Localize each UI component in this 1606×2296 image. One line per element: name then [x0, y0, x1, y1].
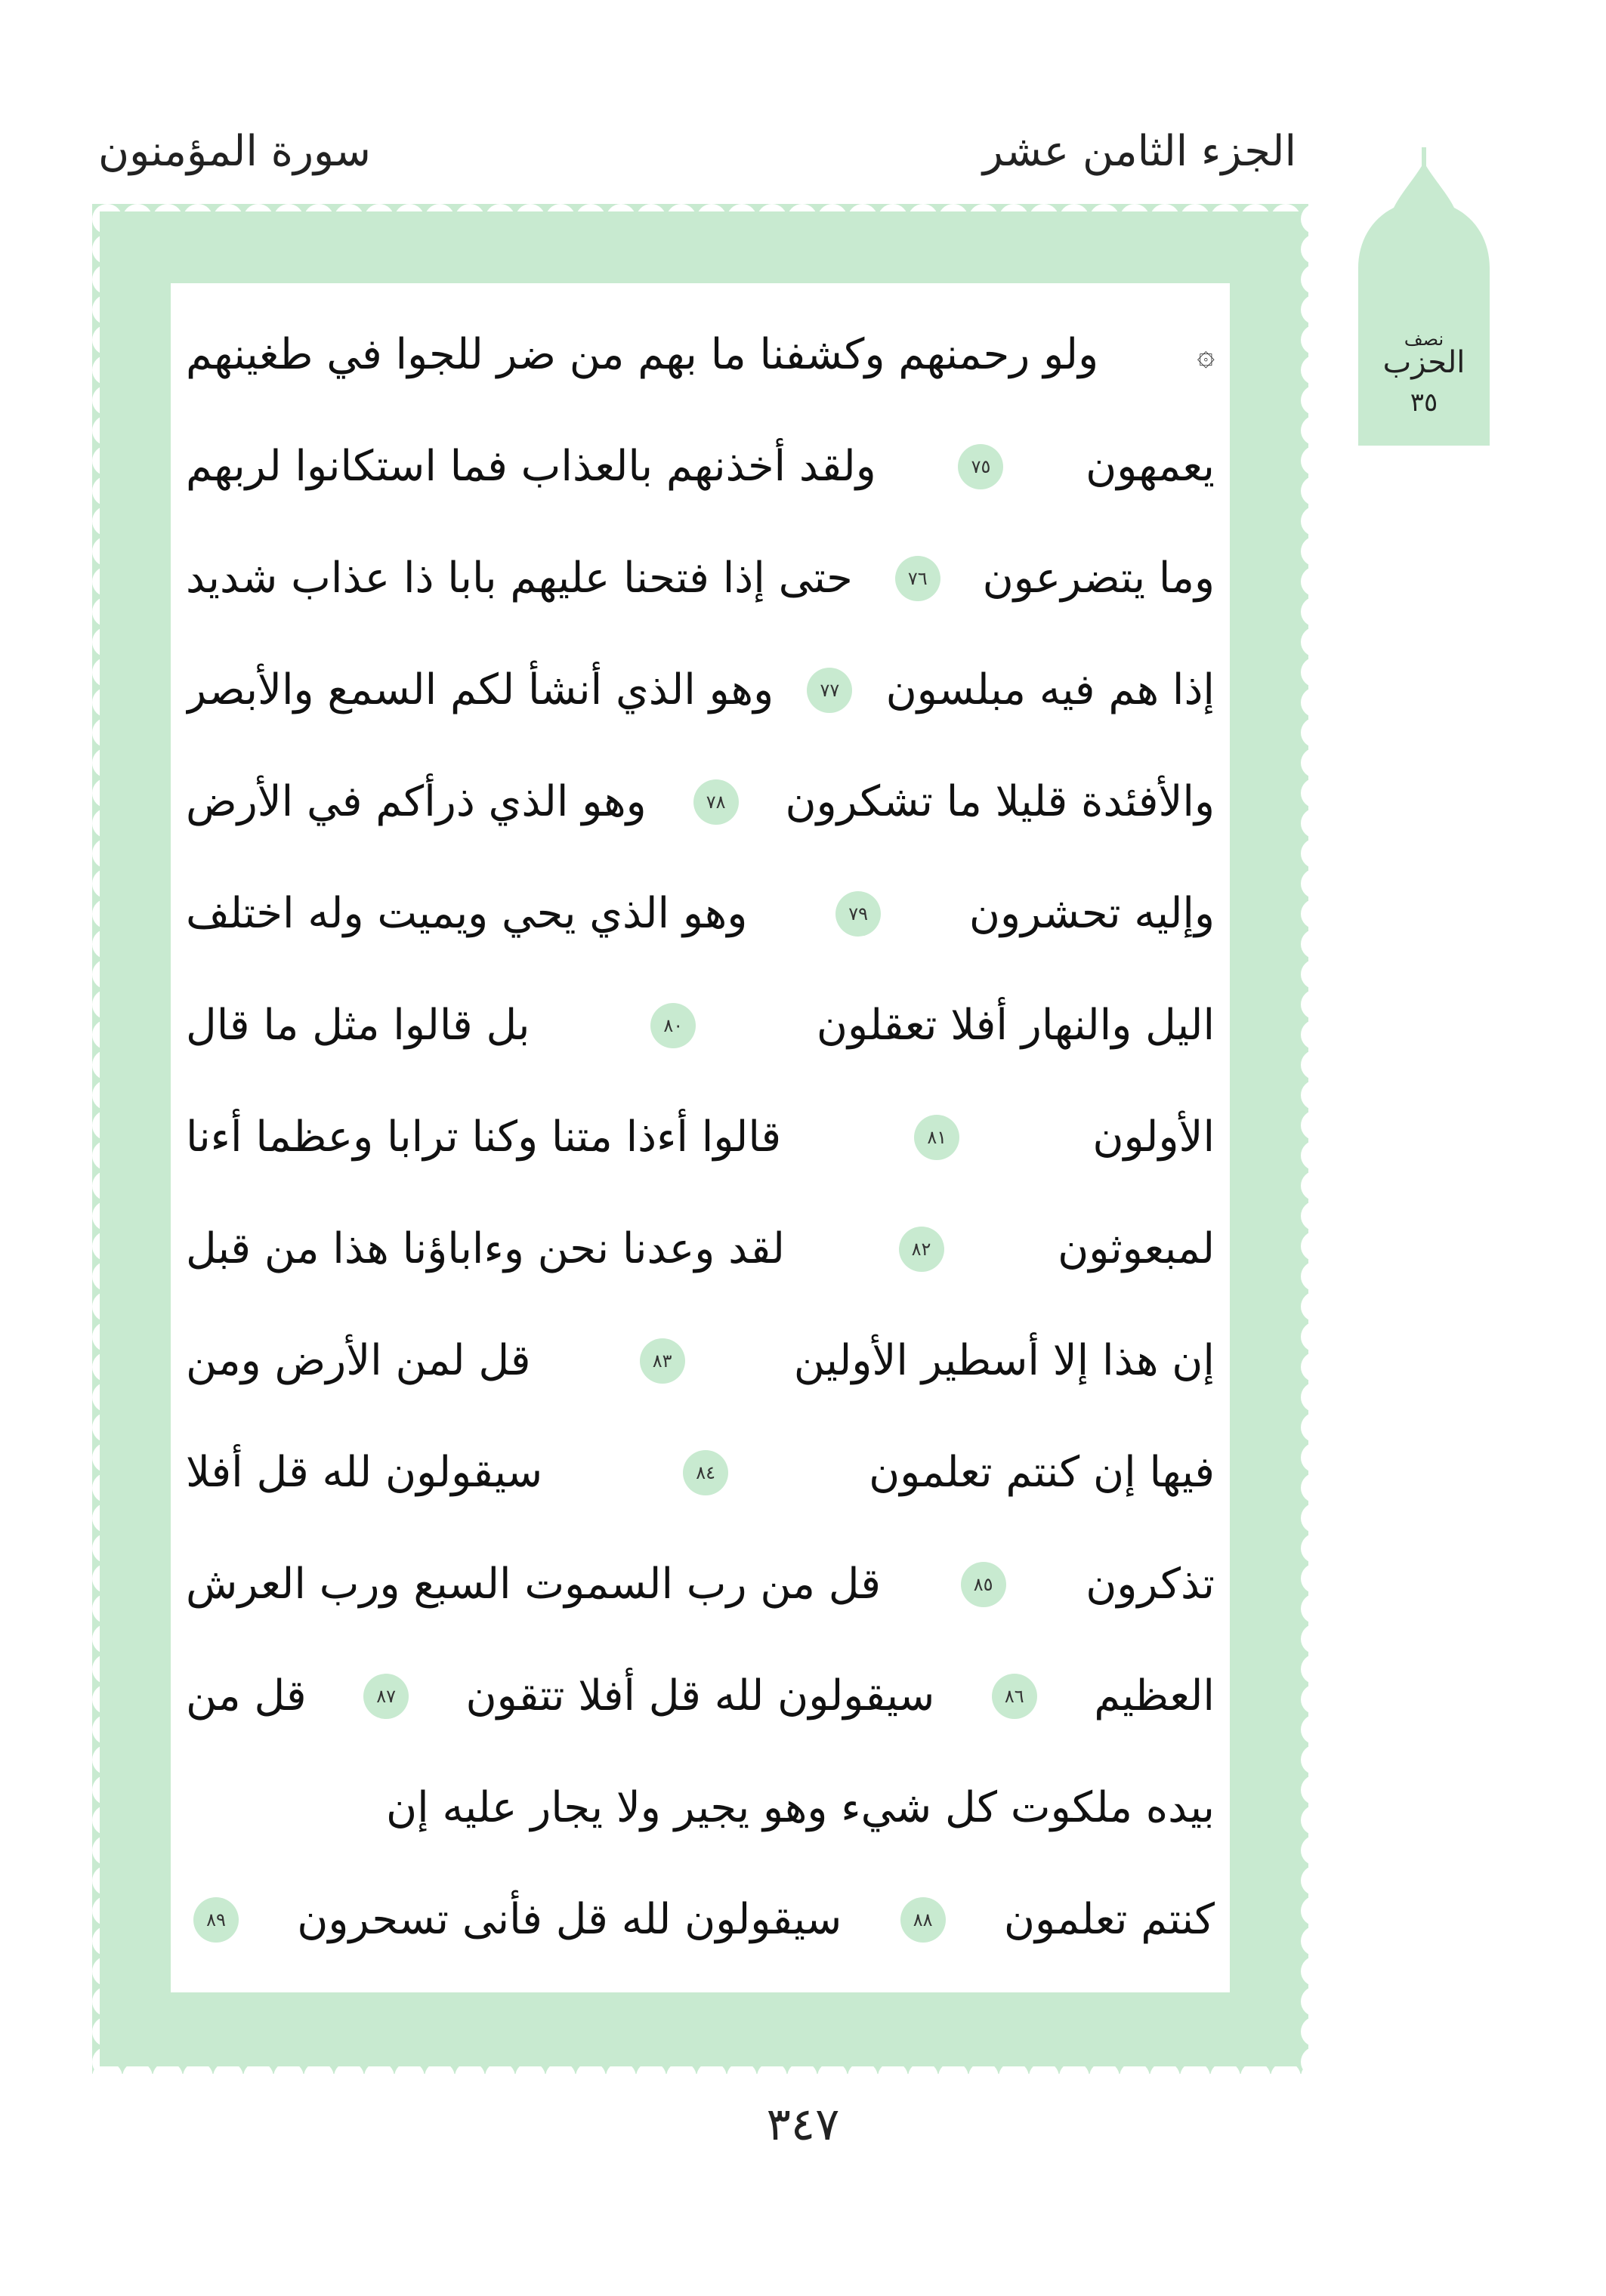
verse-text: وهو الذي أنشأ لكم السمع والأبصر: [186, 665, 774, 714]
verse-text: وهو الذي ذرأكم في الأرض: [186, 777, 647, 826]
verse-text: لمبعوثون: [1058, 1224, 1215, 1273]
ayah-number-marker: ٨٠: [650, 1003, 696, 1048]
ayah-number-marker: ٧٨: [693, 779, 739, 825]
verse-line: [186, 306, 1215, 404]
verse-line: [186, 1647, 1215, 1745]
ayah-number-marker: ٨٧: [363, 1674, 409, 1719]
verse-line: [186, 1312, 1215, 1410]
verse-text: سيقولون لله قل أفلا: [186, 1448, 543, 1497]
verse-text: ولقد أخذنهم بالعذاب فما استكانوا لربهم: [186, 442, 876, 491]
verse-text: إن هذا إلا أسطير الأولين: [793, 1336, 1215, 1385]
verse-text: والأفئدة قليلا ما تشكرون: [785, 777, 1215, 826]
verse-text: فيها إن كنتم تعلمون: [869, 1448, 1215, 1497]
ayah-number-marker: ٨٥: [961, 1562, 1006, 1607]
verse-text: العظيم: [1094, 1671, 1215, 1720]
verse-text: قل من: [186, 1671, 307, 1720]
ayah-number-marker: ٨٩: [193, 1897, 239, 1943]
hizb-label-small: نصف: [1404, 329, 1444, 350]
verse-text: تذكرون: [1086, 1560, 1215, 1609]
verse-line: [186, 1424, 1215, 1522]
verse-text: بيده ملكوت كل شيء وهو يجير ولا يجار عليه إن: [386, 1783, 1215, 1832]
ayah-number-marker: ٧٩: [835, 891, 881, 937]
verse-line: [186, 529, 1215, 628]
juz-title: الجزء الثامن عشر: [982, 127, 1296, 176]
verse-line: [186, 1871, 1215, 1969]
rub-el-hizb-icon: ۞: [1197, 338, 1215, 372]
verse-text: قالوا أءذا متنا وكنا ترابا وعظما أءنا: [186, 1113, 782, 1162]
verse-text: وإليه تحشرون: [968, 889, 1215, 938]
quran-text-area: [171, 283, 1230, 1992]
verse-line: [186, 1200, 1215, 1298]
verse-text: قل لمن الأرض ومن: [186, 1336, 531, 1385]
verse-text: قل من رب السموت السبع ورب العرش: [186, 1560, 881, 1609]
ayah-number-marker: ٨٢: [899, 1227, 944, 1272]
verse-text: حتى إذا فتحنا عليهم بابا ذا عذاب شديد: [186, 554, 853, 603]
hizb-marker: [1352, 147, 1496, 446]
verse-line: [186, 865, 1215, 963]
ayah-number-marker: ٨٨: [900, 1897, 946, 1943]
verse-line: [186, 1088, 1215, 1187]
ayah-number-marker: ٨١: [914, 1115, 959, 1160]
verse-line: [186, 641, 1215, 739]
ayah-number-marker: ٨٣: [640, 1338, 685, 1384]
verse-line: [186, 418, 1215, 516]
verse-text: سيقولون لله قل أفلا تتقون: [465, 1671, 935, 1720]
ayah-number-marker: ٧٧: [807, 668, 852, 713]
hizb-label: الحزب: [1382, 345, 1465, 380]
verse-line: [186, 977, 1215, 1075]
ayah-number-marker: ٧٦: [895, 556, 940, 601]
verse-text: يعمهون: [1086, 442, 1215, 491]
verse-text: ولو رحمنهم وكشفنا ما بهم من ضر للجوا في طغينهم: [186, 330, 1099, 379]
verse-text: سيقولون لله قل فأنى تسحرون: [297, 1895, 842, 1944]
verse-text: كنتم تعلمون: [1003, 1895, 1215, 1944]
verse-text: الأولون: [1092, 1113, 1215, 1162]
verse-text: إذا هم فيه مبلسون: [885, 665, 1215, 714]
page-number: ٣٤٧: [766, 2098, 840, 2151]
verse-text: لقد وعدنا نحن وءاباؤنا هذا من قبل: [186, 1224, 785, 1273]
verse-text: اليل والنهار أفلا تعقلون: [816, 1001, 1215, 1050]
hizb-number: ٣٥: [1410, 387, 1438, 418]
surah-title: سورة المؤمنون: [98, 127, 371, 176]
verse-text: وهو الذي يحي ويميت وله اختلف: [186, 889, 748, 938]
verse-line: [186, 753, 1215, 851]
ayah-number-marker: ٧٥: [958, 444, 1003, 489]
ayah-number-marker: ٨٦: [992, 1674, 1037, 1719]
verse-line: [186, 1759, 1215, 1857]
verse-line: [186, 1535, 1215, 1634]
verse-text: بل قالوا مثل ما قال: [186, 1001, 530, 1050]
verse-text: وما يتضرعون: [982, 554, 1215, 603]
ayah-number-marker: ٨٤: [683, 1450, 728, 1495]
